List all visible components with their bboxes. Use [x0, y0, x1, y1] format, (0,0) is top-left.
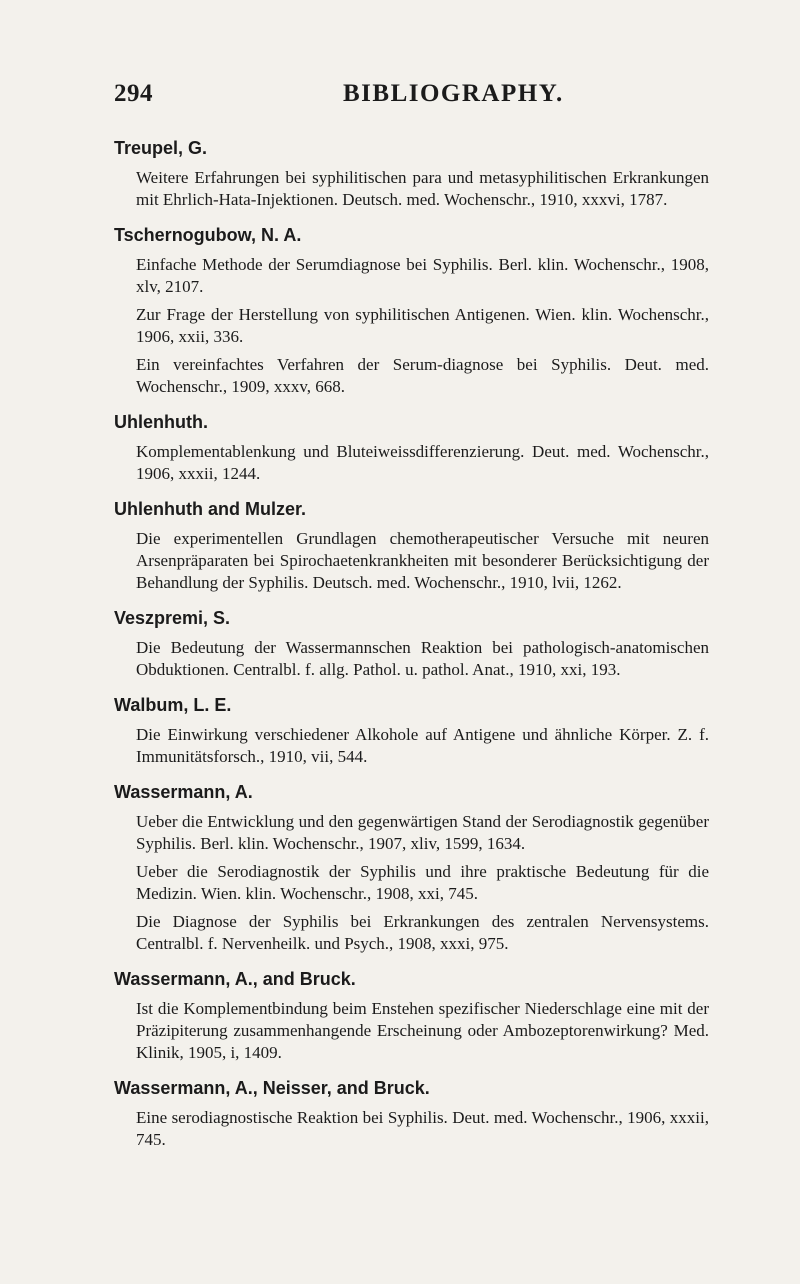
bibliography-entry — [114, 223, 709, 398]
entry-author: Walbum, L. E. — [114, 695, 232, 715]
entry-work: Die Diagnose der Syphilis bei Erkrankungen des zentralen Nervensystems. Centralbl. f. Nervenheilk. und Psych., 1908, xxxi, 975. — [136, 912, 709, 953]
bibliography-entry — [114, 497, 709, 594]
bibliography-entry — [114, 1076, 709, 1151]
entry-work: Ueber die Serodiagnostik der Syphilis und ihre praktische Bedeutung für die Medizin. Wien. klin. Wochenschr., 1908, xxi, 745. — [136, 862, 709, 903]
page-number: 294 — [114, 80, 153, 107]
entry-work: Die Bedeutung der Wassermannschen Reaktion bei pathologisch-anatomischen Obduktionen. Centralbl. f. allg. Pathol. u. pathol. Anat., 1910, xxi, 193. — [136, 638, 709, 679]
bibliography-entries — [114, 136, 709, 1163]
entry-author: Wassermann, A., Neisser, and Bruck. — [114, 1078, 430, 1098]
page-header — [0, 80, 800, 120]
running-title: BIBLIOGRAPHY. — [343, 80, 564, 107]
entry-work: Einfache Methode der Serumdiagnose bei Syphilis. Berl. klin. Wochenschr., 1908, xlv, 2107. — [136, 255, 709, 296]
bibliography-entry — [114, 606, 709, 681]
entry-author: Uhlenhuth. — [114, 412, 208, 432]
bibliography-entry — [114, 410, 709, 485]
entry-author: Tschernogubow, N. A. — [114, 225, 302, 245]
entry-work: Die Einwirkung verschiedener Alkohole auf Antigene und ähnliche Körper. Z. f. Immunitätsforsch., 1910, vii, 544. — [136, 725, 709, 766]
bibliography-entry — [114, 780, 709, 955]
bibliography-entry — [114, 967, 709, 1064]
entry-author: Wassermann, A. — [114, 782, 253, 802]
entry-author: Treupel, G. — [114, 138, 208, 158]
entry-work: Eine serodiagnostische Reaktion bei Syphilis. Deut. med. Wochenschr., 1906, xxxii, 745. — [136, 1108, 709, 1149]
bibliography-entry — [114, 693, 709, 768]
entry-author: Wassermann, A., and Bruck. — [114, 969, 356, 989]
entry-work: Komplementablenkung und Bluteiweissdifferenzierung. Deut. med. Wochenschr., 1906, xxxii, 1244. — [136, 442, 709, 483]
entry-work: Ein vereinfachtes Verfahren der Serum-diagnose bei Syphilis. Deut. med. Wochenschr., 1909, xxxv, 668. — [136, 355, 709, 396]
entry-work: Ueber die Entwicklung und den gegenwärtigen Stand der Serodiagnostik gegenüber Syphilis. Berl. klin. Wochenschr., 1907, xliv, 1599, 1634. — [136, 812, 709, 853]
entry-work: Die experimentellen Grundlagen chemotherapeutischer Versuche mit neuren Arsenpräparaten bei Spirochaetenkrankheiten mit besonderer Berücksichtigung der Behandlung der Syphilis. Deutsch. med. Wochenschr., 1910, lvii, 1262. — [136, 529, 709, 592]
entry-author: Veszpremi, S. — [114, 608, 231, 628]
entry-author: Uhlenhuth and Mulzer. — [114, 499, 306, 519]
entry-work: Weitere Erfahrungen bei syphilitischen para und metasyphilitischen Erkrankungen mit Ehrlich-Hata-Injektionen. Deutsch. med. Wochenschr., 1910, xxxvi, 1787. — [136, 168, 709, 209]
entry-work: Zur Frage der Herstellung von syphilitischen Antigenen. Wien. klin. Wochenschr., 1906, xxii, 336. — [136, 305, 709, 346]
bibliography-entry — [114, 136, 709, 211]
entry-work: Ist die Komplementbindung beim Enstehen spezifischer Niederschlage eine mit der Präzipiterung zusammenhangende Erscheinung oder Ambozeptorenwirkung? Med. Klinik, 1905, i, 1409. — [136, 999, 709, 1062]
